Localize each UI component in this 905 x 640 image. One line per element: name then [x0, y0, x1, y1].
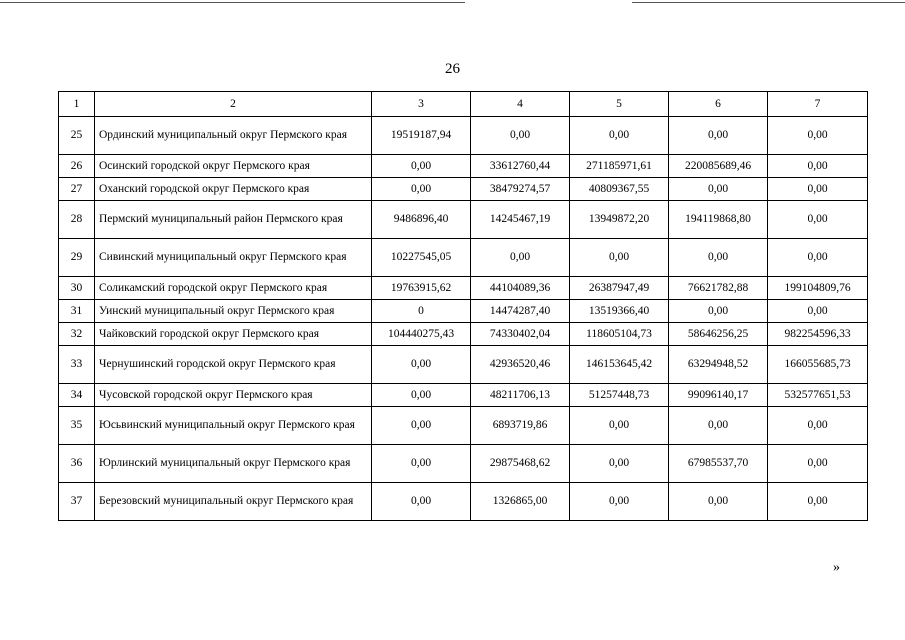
value-col5: 26387947,49	[570, 277, 669, 300]
value-col4: 33612760,44	[471, 155, 570, 178]
value-col5: 118605104,73	[570, 323, 669, 346]
value-col4: 14245467,19	[471, 201, 570, 239]
value-col7: 982254596,33	[768, 323, 868, 346]
value-col7: 0,00	[768, 239, 868, 277]
column-header-7: 7	[768, 92, 868, 117]
value-col7: 0,00	[768, 201, 868, 239]
column-header-6: 6	[669, 92, 768, 117]
value-col7: 166055685,73	[768, 346, 868, 384]
value-col6: 63294948,52	[669, 346, 768, 384]
value-col6: 194119868,80	[669, 201, 768, 239]
row-number: 25	[59, 117, 95, 155]
table-row	[59, 178, 868, 201]
row-number: 34	[59, 384, 95, 407]
value-col7: 0,00	[768, 117, 868, 155]
value-col5: 0,00	[570, 407, 669, 445]
municipality-name: Березовский муниципальный округ Пермского края	[95, 483, 372, 521]
table-row	[59, 277, 868, 300]
table-row	[59, 346, 868, 384]
value-col4: 0,00	[471, 239, 570, 277]
column-header-2: 2	[95, 92, 372, 117]
value-col7: 0,00	[768, 155, 868, 178]
municipality-name: Чусовской городской округ Пермского края	[95, 384, 372, 407]
value-col3: 104440275,43	[372, 323, 471, 346]
value-col3: 0,00	[372, 155, 471, 178]
value-col7: 0,00	[768, 178, 868, 201]
value-col3: 10227545,05	[372, 239, 471, 277]
table-row	[59, 323, 868, 346]
value-col4: 38479274,57	[471, 178, 570, 201]
value-col7: 532577651,53	[768, 384, 868, 407]
value-col6: 76621782,88	[669, 277, 768, 300]
value-col4: 29875468,62	[471, 445, 570, 483]
value-col7: 0,00	[768, 407, 868, 445]
municipality-name: Сивинский муниципальный округ Пермского края	[95, 239, 372, 277]
value-col5: 13949872,20	[570, 201, 669, 239]
value-col6: 99096140,17	[669, 384, 768, 407]
row-number: 32	[59, 323, 95, 346]
value-col6: 0,00	[669, 300, 768, 323]
row-number: 33	[59, 346, 95, 384]
row-number: 27	[59, 178, 95, 201]
value-col3: 0,00	[372, 445, 471, 483]
value-col7: 0,00	[768, 483, 868, 521]
value-col3: 0	[372, 300, 471, 323]
row-number: 35	[59, 407, 95, 445]
value-col5: 13519366,40	[570, 300, 669, 323]
municipality-name: Чернушинский городской округ Пермского края	[95, 346, 372, 384]
value-col6: 58646256,25	[669, 323, 768, 346]
table-row	[59, 300, 868, 323]
municipality-name: Оханский городской округ Пермского края	[95, 178, 372, 201]
value-col6: 67985537,70	[669, 445, 768, 483]
value-col3: 19519187,94	[372, 117, 471, 155]
value-col4: 14474287,40	[471, 300, 570, 323]
value-col6: 0,00	[669, 239, 768, 277]
value-col4: 6893719,86	[471, 407, 570, 445]
table-header-row	[59, 92, 868, 117]
value-col3: 0,00	[372, 384, 471, 407]
value-col7: 199104809,76	[768, 277, 868, 300]
value-col6: 0,00	[669, 483, 768, 521]
page-number: 26	[445, 61, 460, 77]
value-col3: 0,00	[372, 407, 471, 445]
value-col3: 9486896,40	[372, 201, 471, 239]
value-col6: 0,00	[669, 178, 768, 201]
value-col7: 0,00	[768, 445, 868, 483]
row-number: 36	[59, 445, 95, 483]
row-number: 26	[59, 155, 95, 178]
municipality-name: Соликамский городской округ Пермского края	[95, 277, 372, 300]
municipality-name: Пермский муниципальный район Пермского края	[95, 201, 372, 239]
municipality-name: Юрлинский муниципальный округ Пермского края	[95, 445, 372, 483]
value-col5: 146153645,42	[570, 346, 669, 384]
row-number: 31	[59, 300, 95, 323]
value-col6: 0,00	[669, 117, 768, 155]
value-col5: 271185971,61	[570, 155, 669, 178]
value-col3: 0,00	[372, 346, 471, 384]
table-row	[59, 384, 868, 407]
row-number: 29	[59, 239, 95, 277]
table-row	[59, 201, 868, 239]
table-row	[59, 239, 868, 277]
table-row	[59, 445, 868, 483]
row-number: 28	[59, 201, 95, 239]
value-col5: 51257448,73	[570, 384, 669, 407]
table-row	[59, 155, 868, 178]
data-table	[58, 91, 868, 521]
row-number: 37	[59, 483, 95, 521]
column-header-1: 1	[59, 92, 95, 117]
municipality-name: Осинский городской округ Пермского края	[95, 155, 372, 178]
value-col4: 48211706,13	[471, 384, 570, 407]
value-col4: 74330402,04	[471, 323, 570, 346]
municipality-name: Уинский муниципальный округ Пермского края	[95, 300, 372, 323]
value-col6: 0,00	[669, 407, 768, 445]
value-col4: 0,00	[471, 117, 570, 155]
value-col5: 0,00	[570, 117, 669, 155]
value-col6: 220085689,46	[669, 155, 768, 178]
value-col3: 0,00	[372, 483, 471, 521]
municipality-name: Ординский муниципальный округ Пермского края	[95, 117, 372, 155]
column-header-4: 4	[471, 92, 570, 117]
table-row	[59, 407, 868, 445]
scan-edge-line-left	[0, 2, 465, 3]
value-col5: 0,00	[570, 483, 669, 521]
value-col5: 40809367,55	[570, 178, 669, 201]
column-header-3: 3	[372, 92, 471, 117]
value-col7: 0,00	[768, 300, 868, 323]
value-col3: 0,00	[372, 178, 471, 201]
table-row	[59, 117, 868, 155]
municipality-name: Чайковский городской округ Пермского края	[95, 323, 372, 346]
value-col5: 0,00	[570, 445, 669, 483]
closing-quote-mark: »	[833, 560, 840, 575]
column-header-5: 5	[570, 92, 669, 117]
row-number: 30	[59, 277, 95, 300]
value-col5: 0,00	[570, 239, 669, 277]
value-col4: 1326865,00	[471, 483, 570, 521]
value-col4: 44104089,36	[471, 277, 570, 300]
table-row	[59, 483, 868, 521]
scan-edge-line-right	[632, 2, 905, 3]
municipality-name: Юсьвинский муниципальный округ Пермского края	[95, 407, 372, 445]
value-col3: 19763915,62	[372, 277, 471, 300]
value-col4: 42936520,46	[471, 346, 570, 384]
